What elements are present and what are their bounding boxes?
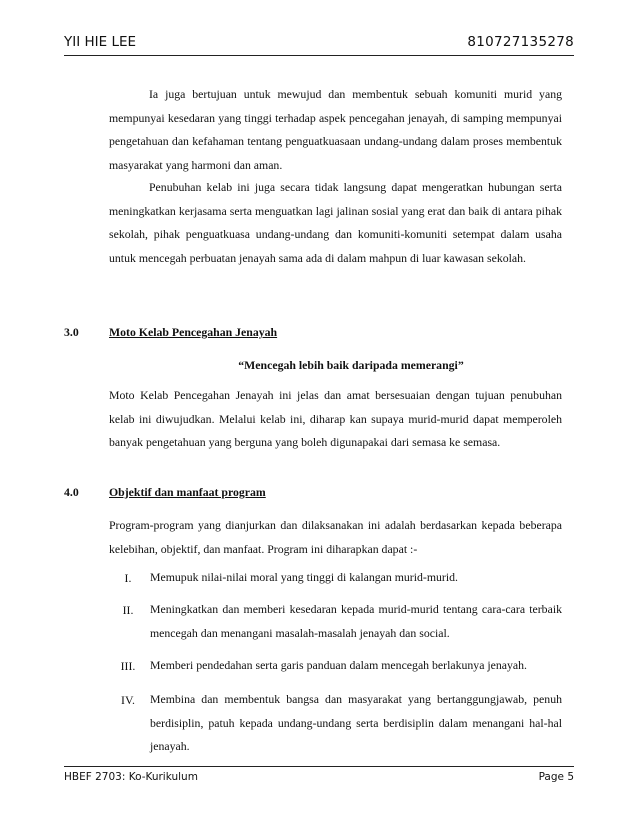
paragraph-2: Penubuhan kelab ini juga secara tidak langsung dapat mengeratkan hubungan serta meningkatkan kerjasama serta menguatkan lagi jalinan sosial yang erat dan baik di antara pihak sekolah, pihak penguatkuasa undang-undang dan komuniti-komuniti setempat dalam usaha untuk mencegah perbuatan jenayah sama ada di dalam mahpun di luar kawasan sekolah.	[109, 180, 562, 265]
list-item-number: IV.	[121, 693, 135, 707]
list-item-text: Membina dan membentuk bangsa dan masyarakat yang bertanggungjawab, penuh berdisiplin, patuh kepada undang-undang serta berdisiplin dalam menangani hal-hal jenayah.	[150, 692, 562, 754]
section-3-motto: “Mencegah lebih baik daripada memerangi”	[238, 358, 464, 372]
footer-page-number: Page 5	[538, 771, 574, 783]
section-3-number: 3.0	[64, 325, 79, 339]
section-4-number: 4.0	[64, 485, 79, 499]
list-item-text: Memupuk nilai-nilai moral yang tinggi di kalangan murid-murid.	[150, 570, 458, 584]
paragraph-1: Ia juga bertujuan untuk mewujud dan membentuk sebuah komuniti murid yang mempunyai kesedaran yang tinggi terhadap aspek pencegahan jenayah, di samping mempunyai pengetahuan dan kefahaman tentang penguatkuasaan undang-undang dalam proses membentuk masyarakat yang harmoni dan aman.	[109, 87, 562, 172]
section-3-paragraph: Moto Kelab Pencegahan Jenayah ini jelas dan amat bersesuaian dengan tujuan penubuhan kelab ini diwujudkan. Melalui kelab ini, diharap kan supaya murid-murid dapat memperoleh banyak pengetahuan yang berguna yang boleh digunapakai dari semasa ke semasa.	[109, 388, 562, 450]
list-item-text: Meningkatkan dan memberi kesedaran kepada murid-murid tentang cara-cara terbaik mencegah dan menangani masalah-masalah jenayah dan social.	[150, 602, 562, 640]
section-4-intro: Program-program yang dianjurkan dan dilaksanakan ini adalah berdasarkan kepada beberapa kelebihan, objektif, dan manfaat. Program ini diharapkan dapat :-	[109, 518, 562, 556]
list-item-number: III.	[120, 659, 136, 673]
header-divider	[64, 55, 574, 56]
header-author: YII HIE LEE	[64, 34, 137, 50]
list-item-text: Memberi pendedahan serta garis panduan dalam mencegah berlakunya jenayah.	[150, 658, 528, 672]
footer-divider	[64, 766, 574, 767]
list-item-number: II.	[122, 603, 134, 617]
section-4-title: Objektif dan manfaat program	[109, 485, 266, 499]
section-3-title: Moto Kelab Pencegahan Jenayah	[109, 325, 278, 339]
footer-course: HBEF 2703: Ko-Kurikulum	[64, 771, 198, 783]
page-header	[64, 34, 574, 54]
header-id-number: 810727135278	[467, 34, 574, 50]
page-footer	[64, 771, 574, 787]
list-item-number: I.	[124, 571, 132, 585]
